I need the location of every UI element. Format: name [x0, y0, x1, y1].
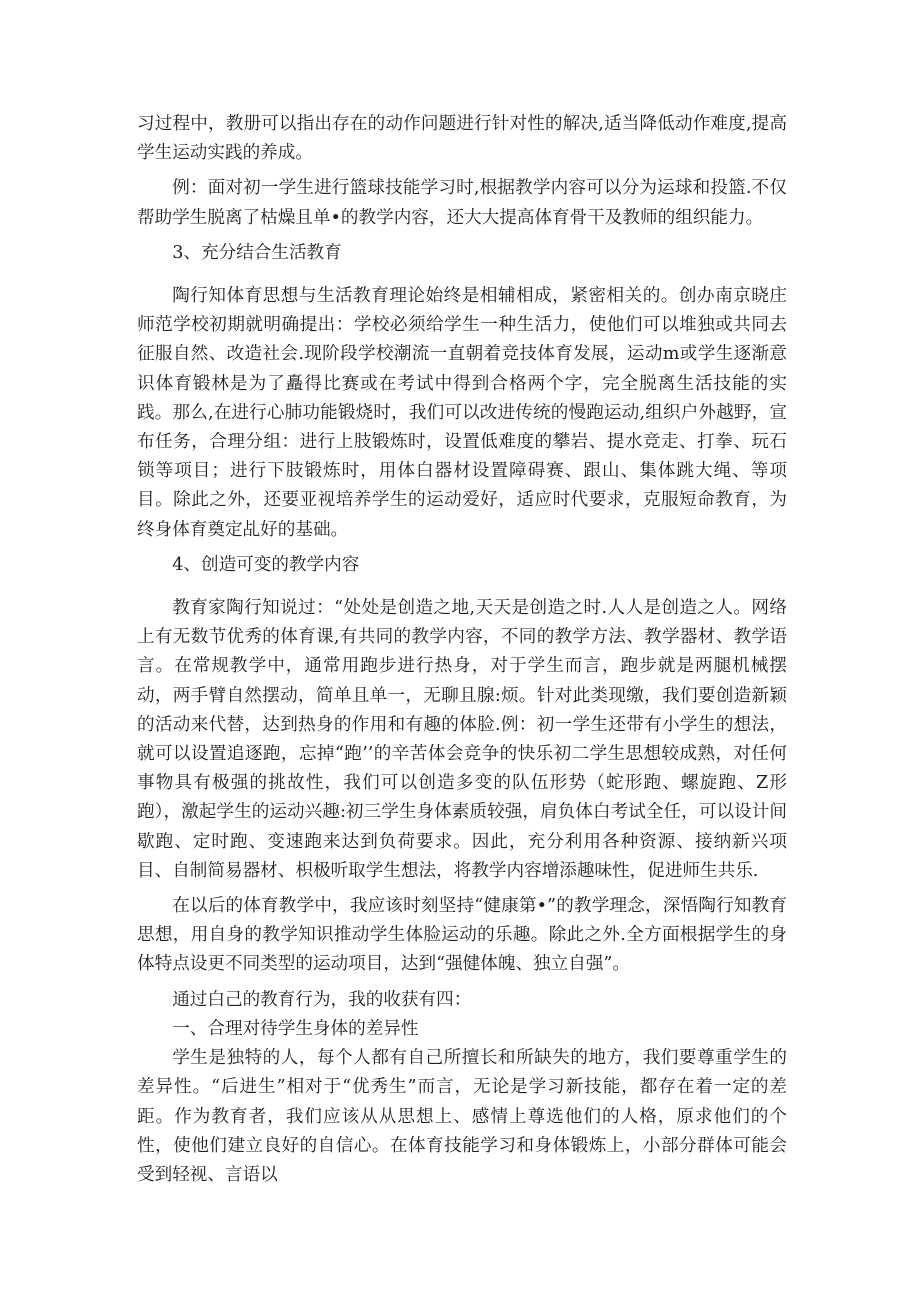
paragraph-life-education: 陶行知体育思想与生活教育理论始终是相辅相成，紧密相关的。创办南京晓庄师范学校初期就明确提出：学校必须给学生一种生活力，使他们可以堆独或共同去征服自然、改造社会.现阶段学校潮流一直朝着竞技体育发展，运动m或学生逐渐意识体育锻林是为了矗得比赛或在考试中得到合格两个字，完全脱离生活技能的实践。那么,在进行心肺功能锻烧时，我们可以改进传统的慢跑运动,组织户外越野，宣布任务，合理分组：进行上肢锻炼时，设置低难度的攀岩、提水竞走、打拳、玩石锁等项目；进行下肢锻炼时，用体白器材设置障碍赛、跟山、集体跳大绳、等项目。除此之外，还要亚视培养学生的运动爱好，适应时代要求，克服短命教育，为终身体育奠定乩好的基础。 [137, 286, 787, 540]
paragraph-health-first: 在以后的体育教学中，我应该时刻坚持“健康第•”的教学理念，深悟陶行知教育思想，用自身的教学知识推动学生体脸运动的乐趣。除此之外.全方面根据学生的身体特点设更不同类型的运动项目，达到“强健体魄、独立自强”。 [137, 896, 787, 975]
paragraph-continuation: 习过程中，教册可以指出存在的动作问题进行针对性的解决,适当降低动作难度,提高学生运动实践的养成。 [137, 114, 787, 164]
section-heading-3: 3、充分结合生活教育 [172, 242, 342, 263]
section-heading-4: 4、创造可变的教学内容 [172, 554, 360, 575]
paragraph-example-basketball: 例：面对初一学生进行篮球技能学习时,根据教学内容可以分为运球和投篮.不仅帮助学生脱离了枯燥且单•的教学内容，还大大提高体育骨干及教师的组织能力。 [137, 178, 787, 228]
paragraph-student-differences: 学生是独特的人，每个人都有自己所擅长和所缺失的地方，我们要尊重学生的差异性。“后进生”相对于“优秀生”而言，无论是学习新技能，都存在着一定的差距。作为教育者，我们应该从从思想上、感情上尊选他们的人格，原求他们的个性，使他们建立良好的自信心。在体育技能学习和身体锻炼上，小部分群体可能会受到轻视、言语以 [137, 1048, 787, 1185]
subheading-one: 一、合理对待学生身体的差异性 [172, 1018, 419, 1039]
paragraph-creative-content: 教育家陶行知说过：“处处是创造之地,天天是创造之时.人人是创造之人。网络上有无数节优秀的体育课,有共同的教学内容，不同的教学方法、教学器材、教学语言。在常规教学中，通常用跑步进行热身，对于学生而言，跑步就是两腿机械摆动，两手臂自然摆动，简单且单一，无聊且腺:烦。针对此类现缴，我们要创造新颖的活动来代替，达到热身的作用和有趣的体脸.例：初一学生还带有小学生的想法，就可以设置追逐跑，忘掉“跑’’的辛苦体会竞争的快乐初二学生思想较成熟，对任何事物具有极强的挑故性，我们可以创造多变的队伍形势（蛇形跑、螺旋跑、Z形跑），激起学生的运动兴趣:初三学生身体素质较强，肩负体白考试全任，可以设计间歇跑、定时跑、变速跑来达到负荷要求。因此，充分利用各种资源、接纳新兴项目、自制简易器材、枳极听取学生想法，将教学内容增添趣味性，促进师生共乐. [137, 598, 787, 881]
document-page [137, 110, 787, 1190]
paragraph-gains-intro: 通过白己的教育行为，我的收获有四： [172, 989, 472, 1010]
